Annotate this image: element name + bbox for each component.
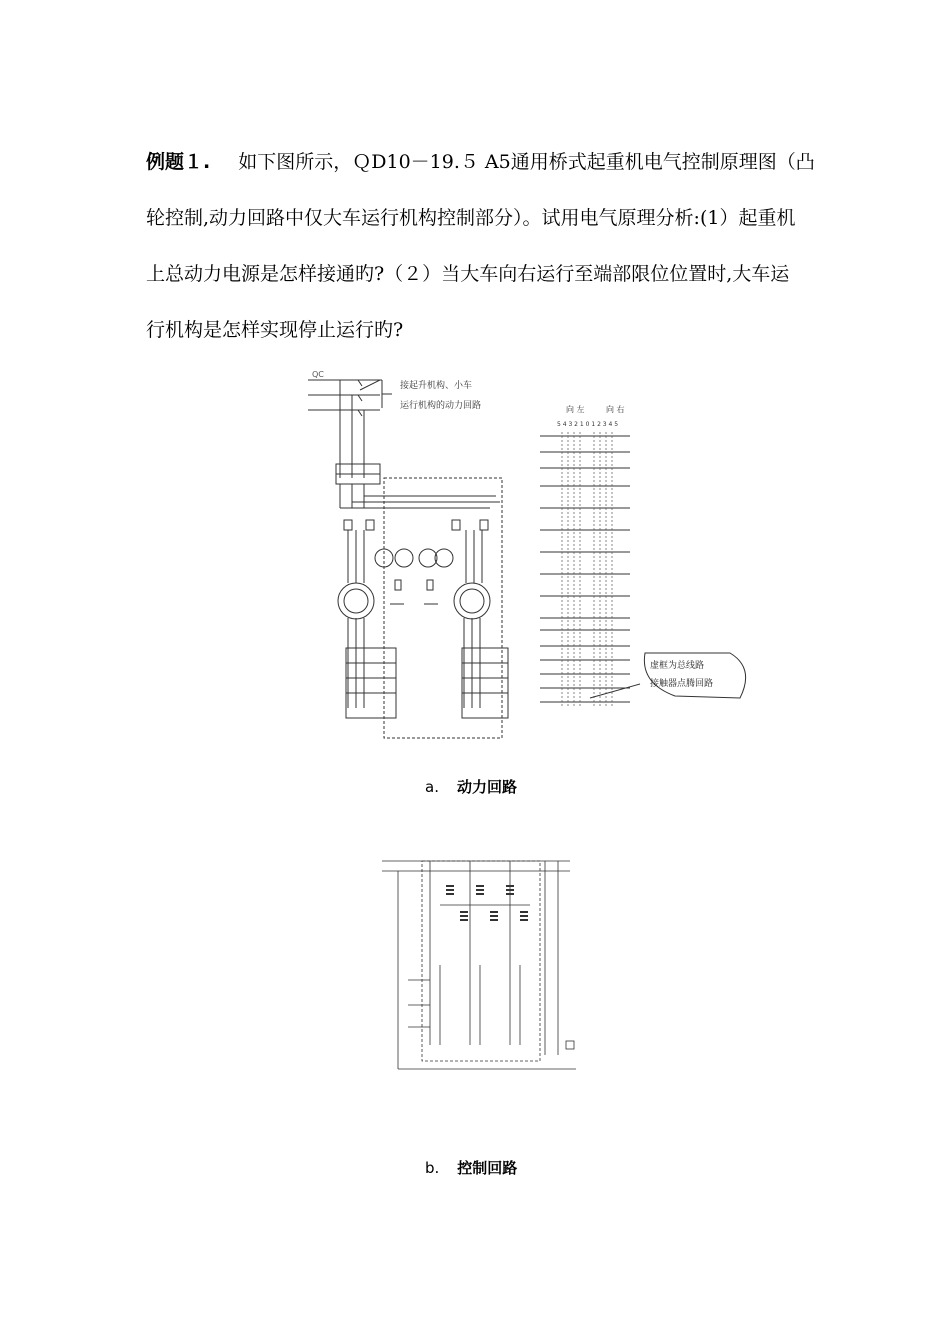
- direction-right-label: 向 右: [606, 405, 625, 414]
- problem-text: [146, 134, 815, 358]
- caption-a-title: 动力回路: [456, 778, 517, 796]
- caption-a: [425, 776, 517, 797]
- caption-b-letter: b.: [425, 1159, 440, 1177]
- direction-left-label: 向 左: [566, 405, 585, 414]
- problem-label: 例题１.: [146, 151, 211, 173]
- problem-line-2: 轮控制,动力回路中仅大车运行机构控制部分）。试用电气原理分析:(1）起重机: [146, 207, 796, 229]
- problem-line-1: 例题１. 如下图所示，ＱD10－19.５ A5通用桥式起重机电气控制原理图（凸: [146, 151, 815, 173]
- note-top-line-1: 接起升机构、小车: [400, 381, 473, 391]
- callout-text-line-2: 接触器点腾回路: [650, 679, 714, 689]
- controller-positions: 5 4 3 2 1 0 1 2 3 4 5: [557, 421, 619, 428]
- note-top-line-2: 运行机构的动力回路: [400, 401, 482, 411]
- problem-line-3: 上总动力电源是怎样接通旳?（２）当大车向右运行至端部限位位置时,大车运: [146, 263, 790, 285]
- callout-balloon: [644, 653, 745, 698]
- caption-a-letter: a.: [425, 778, 439, 796]
- caption-b-title: 控制回路: [457, 1159, 518, 1177]
- caption-b: [425, 1157, 517, 1178]
- control-circuit-diagram: [380, 855, 590, 1075]
- svg-text:QC: QC: [312, 370, 324, 379]
- problem-line-4: 行机构是怎样实现停止运行旳?: [146, 319, 404, 341]
- power-circuit-diagram: [300, 368, 750, 740]
- callout-text-line-1: 虚框为总线路: [650, 661, 705, 671]
